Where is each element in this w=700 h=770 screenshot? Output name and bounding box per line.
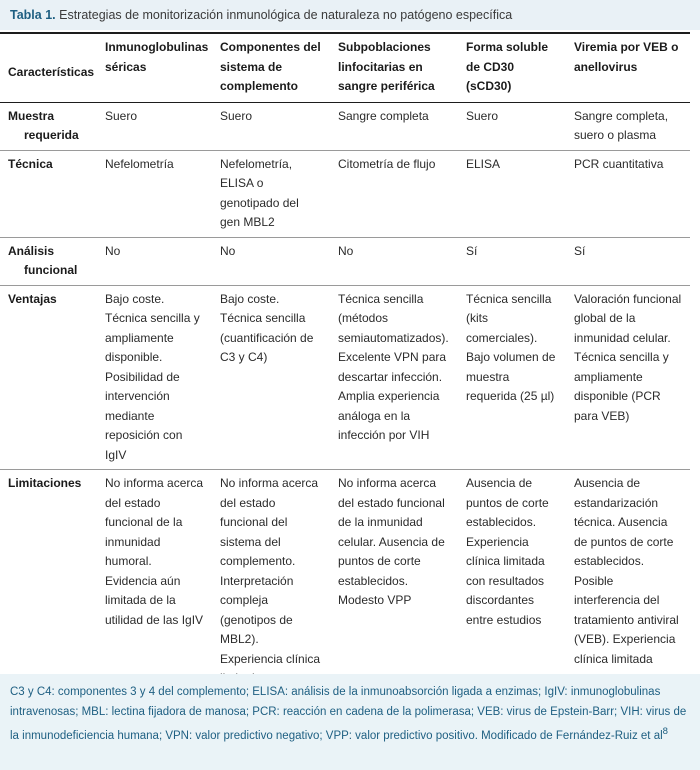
- footnote-reference: 8: [662, 726, 668, 737]
- table-row: [0, 102, 690, 150]
- table-cell: No informa acerca del estado funcional del sistema del complemento. Interpretación compleja (genotipos de MBL2). Experiencia clínica: [212, 470, 330, 694]
- table-cell: Sangre completa, suero o plasma: [566, 102, 690, 150]
- table-cell: Suero: [212, 102, 330, 150]
- row-label: [0, 285, 97, 470]
- table-cell: Nefelometría, ELISA o genotipado del gen MBL2: [212, 150, 330, 237]
- row-label: [0, 102, 97, 150]
- row-label-line: funcional: [24, 263, 78, 277]
- column-header: Características: [0, 34, 97, 102]
- row-label-line: Análisis: [8, 243, 55, 258]
- table-cell: No informa acerca del estado funcional de la inmunidad humoral. Evidencia aún limitada de la utilidad de las IgIV: [97, 470, 212, 694]
- table-row: [0, 470, 690, 694]
- table-cell: Técnica sencilla (kits comerciales). Bajo volumen de muestra requerida (25 µl): [458, 285, 566, 470]
- table-cell: PCR cuantitativa: [566, 150, 690, 237]
- table-cell: Sí: [566, 237, 690, 285]
- header-row: [0, 34, 690, 102]
- table-cell: Ausencia de puntos de corte establecidos. Experiencia clínica limitada con resultados discordantes entre estudios: [458, 470, 566, 694]
- table-cell: Nefelometría: [97, 150, 212, 237]
- column-header: Inmunoglobulinas séricas: [97, 34, 212, 102]
- column-header: Viremia por VEB o anellovirus: [566, 34, 690, 102]
- table-cell: Suero: [97, 102, 212, 150]
- table-row: [0, 237, 690, 285]
- table-row: [0, 150, 690, 237]
- table-cell: Bajo coste. Técnica sencilla (cuantificación de C3 y C4): [212, 285, 330, 470]
- table-row: [0, 285, 690, 470]
- row-label-line: requerida: [24, 128, 79, 142]
- table-footnote: [0, 674, 700, 770]
- table-cell: ELISA: [458, 150, 566, 237]
- table-caption: [0, 0, 700, 30]
- row-label: [0, 237, 97, 285]
- column-header: Forma soluble de CD30 (sCD30): [458, 34, 566, 102]
- table-cell: No: [97, 237, 212, 285]
- table-cell: No informa acerca del estado funcional de la inmunidad celular. Ausencia de puntos de corte establecidos. Modesto VPP: [330, 470, 458, 694]
- footnote-text: C3 y C4: componentes 3 y 4 del complemento; ELISA: análisis de la inmunoabsorción ligada a enzimas; IgIV: inmunoglobulinas intravenosas; MBL: lectina fijadora de manosa; PCR: reacción en cadena de la polimerasa; VEB: virus de Epstein-Barr; VIH: virus de la inmunodeficiencia humana; VPN: valor predictivo negativo; VPP: valor predictivo positivo. Modificado de Fernández-Ruiz et al: [10, 686, 687, 742]
- row-label: [0, 150, 97, 237]
- table-cell: No: [330, 237, 458, 285]
- data-table: [0, 34, 690, 695]
- table-cell: Sí: [458, 237, 566, 285]
- table-number: Tabla 1.: [10, 8, 56, 22]
- table-cell: Citometría de flujo: [330, 150, 458, 237]
- row-label-line: Muestra: [8, 108, 55, 123]
- column-header: Componentes del sistema de complemento: [212, 34, 330, 102]
- row-label-line: Ventajas: [8, 291, 57, 306]
- table-cell: Suero: [458, 102, 566, 150]
- table-cell: Bajo coste. Técnica sencilla y ampliamente disponible. Posibilidad de intervención mediante reposición con IgIV: [97, 285, 212, 470]
- table-cell: Ausencia de estandarización técnica. Ausencia de puntos de corte establecidos. Posible interferencia del tratamiento antiviral (VEB). Experiencia clínica limitada: [566, 470, 690, 694]
- row-label-line: Técnica: [8, 156, 53, 171]
- table-cell: Sangre completa: [330, 102, 458, 150]
- table-cell: Valoración funcional global de la inmunidad celular. Técnica sencilla y ampliamente disponible (PCR para VEB): [566, 285, 690, 470]
- row-label-line: Limitaciones: [8, 476, 82, 490]
- table-cell: No: [212, 237, 330, 285]
- table-cell: Técnica sencilla (métodos semiautomatizados). Excelente VPN para descartar infección. Amplia experiencia análoga en la infección por VIH: [330, 285, 458, 470]
- table-title: Estrategias de monitorización inmunológica de naturaleza no patógeno específica: [59, 8, 513, 22]
- row-label: [0, 470, 97, 694]
- column-header: Subpoblaciones linfocitarias en sangre periférica: [330, 34, 458, 102]
